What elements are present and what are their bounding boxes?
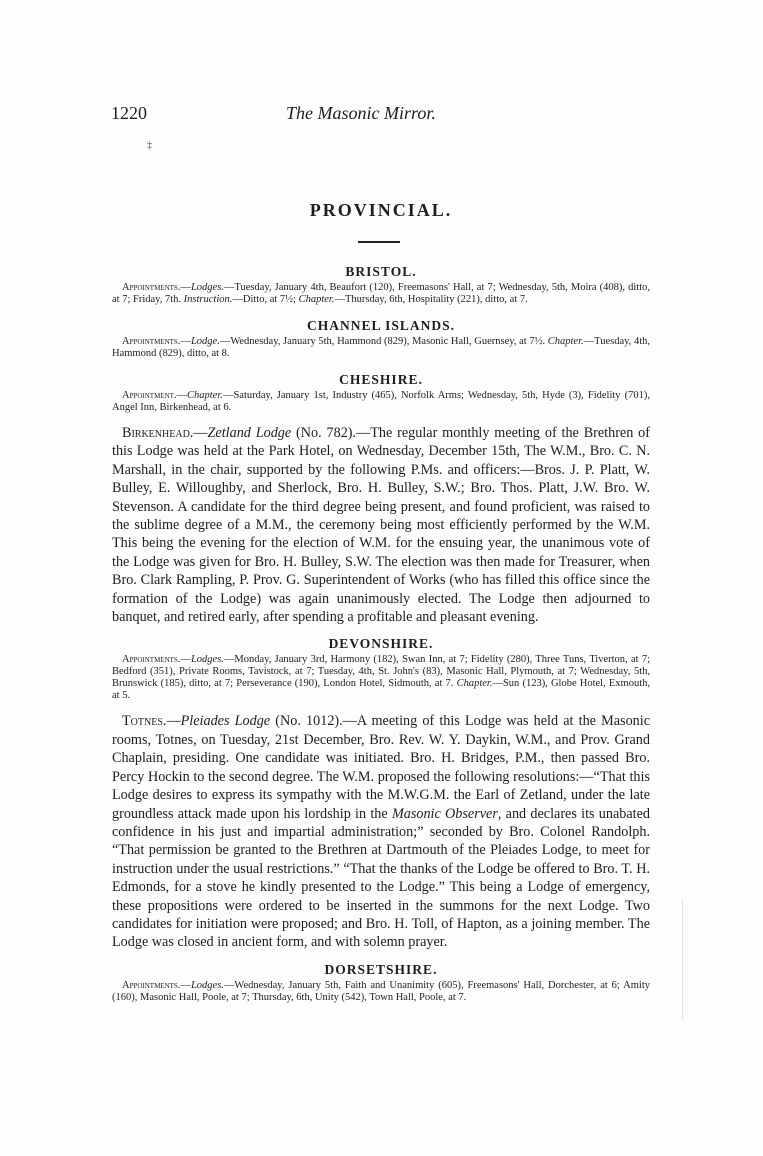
italic-run: Chapter. — [456, 678, 493, 690]
page-number: 1220 — [111, 103, 147, 123]
appointments-paragraph — [112, 390, 650, 414]
appointments-text — [112, 654, 650, 701]
italic-run: Masonic Observer — [391, 805, 498, 822]
section-heading: BRISTOL. — [345, 264, 417, 279]
lodge-report — [112, 712, 650, 951]
text-run: —Sun (123), Globe Hotel, Exmouth, at 5. — [112, 678, 650, 702]
italic-run: Instruction. — [183, 294, 233, 305]
italic-run: Chapter. — [187, 390, 223, 401]
appointments-lead: Appointments. — [122, 336, 181, 347]
text-run: —Wednesday, January 5th, Faith and Unanimity (605), Freemasons' Hall, Dorchester, at 6; Amity (160), Masonic Hall, Poole, at 7; Thursday, 6th, Unity (542), Town Hall, Poole, at 7. — [112, 979, 650, 1003]
text-run: — — [166, 713, 181, 730]
margin-dots — [682, 900, 685, 1020]
title-rule — [358, 241, 400, 243]
text-run: —Ditto, at 7½; — [232, 294, 299, 305]
section-channel-islands — [112, 316, 650, 360]
text-run: , and declares its unabated confidence in his just and impartial administration;” seconded by Bro. Colonel Randolph. “That permission be granted to the Brethren at Dartmouth of the Pleiades Lodge, to meet for instruction under the usual restrictions.” “That the thanks of the Lodge be offered to Bro. T. H. Edmonds, for a stove he kindly presented to the Lodge.” This being a Lodge of emergency, these propositions were ordered to be inserted in the summons for the next Lodge. Two candidates for initiation were proposed; and Bro. H. Toll, of Hapton, as a joining member. The Lodge was closed in ancient form, and with solemn prayer. — [112, 805, 651, 951]
text-run: —Wednesday, January 5th, Hammond (829), Masonic Hall, Guernsey, at 7½. — [219, 336, 548, 347]
appointments-paragraph — [112, 654, 650, 702]
page-title: PROVINCIAL. — [309, 200, 453, 220]
text-run: (No. 782).—The regular monthly meeting of the Brethren of this Lodge was held at the Park Hotel, on Wednesday, December 15th, The W.M., Bro. C. N. Marshall, in the chair, supported by the following P.Ms. and officers:—Bros. J. P. Platt, W. Bulley, E. Willoughby, and Sherlock, Bro. H. Bulley, S.W.; Bro. Thos. Platt, J.W. Bro. W. Stevenson. A candidate for the third degree being present, and found proficient, was raised to the sublime degree of a M.M., the ceremony being most efficiently performed by the W.M. This being the evening for the election of W.M. for the ensuing year, the unanimous vote of the Lodge was given for Bro. H. Bulley, S.W. The election was then made for Treasurer, when Bro. Clark Rampling, P. Prov. G. Superintendent of Works (who has filled this office since the formation of the Lodge) was again unanimously elected. The Lodge then adjourned to banquet, and retired early, after spending a profitable and pleasant evening. — [112, 425, 650, 626]
italic-run: Pleiades Lodge — [180, 713, 271, 730]
italic-run: Lodges. — [190, 979, 224, 991]
section-dorsetshire — [112, 960, 650, 1004]
section-heading: DEVONSHIRE. — [328, 636, 434, 652]
section-heading: CHESHIRE. — [339, 372, 423, 387]
report-lead: Totnes. — [122, 713, 167, 730]
text-run: — — [193, 425, 208, 441]
lodge-report — [112, 424, 650, 626]
appointments-lead: Appointment. — [122, 390, 177, 401]
appointments-paragraph — [112, 282, 650, 306]
article-body — [112, 262, 650, 1014]
section-bristol — [112, 262, 650, 306]
section-heading: DORSETSHIRE. — [324, 961, 438, 977]
report-text — [112, 425, 650, 625]
text-run: (No. 1012).—A meeting of this Lodge was held at the Masonic rooms, Totnes, on Tuesday, 21st December, Bro. Rev. W. Y. Daykin, W.M., and Prov. Grand Chaplain, presiding. One candidate was initiated. Bro. H. Bridges, P.M., then passed Bro. Percy Hockin to the second degree. The W.M. proposed the following resolutions:—“That this Lodge desires to express its sympathy with the M.W.G.M. the Earl of Zetland, under the late groundless attack made upon his lordship in the — [112, 713, 650, 822]
appointments-paragraph — [112, 336, 650, 360]
italic-run: Lodge. — [190, 336, 220, 347]
section-devonshire — [112, 634, 650, 951]
italic-run: Chapter. — [547, 336, 584, 347]
running-title: The Masonic Mirror. — [286, 103, 436, 123]
appointments-text — [112, 980, 650, 1003]
text-run: —Tuesday, January 4th, Beaufort (120), Freemasons' Hall, at 7; Wednesday, 5th, Moira (408), ditto, at 7; Friday, 7th. — [112, 282, 650, 305]
appointments-text — [112, 336, 650, 359]
italic-run: Zetland Lodge — [207, 425, 292, 441]
text-run: — — [180, 979, 191, 991]
text-run: —Saturday, January 1st, Industry (465), Norfolk Arms; Wednesday, 5th, Hyde (3), Fidelity (701), Angel Inn, Birkenhead, at 6. — [112, 390, 650, 413]
text-run: — — [176, 390, 188, 401]
italic-run: Lodges. — [190, 654, 224, 666]
appointments-text — [112, 282, 650, 305]
appointments-lead: Appointments. — [122, 282, 181, 293]
stray-mark: ‡ — [147, 140, 152, 151]
italic-run: Chapter. — [298, 294, 335, 305]
italic-run: Lodges. — [190, 282, 224, 293]
appointments-paragraph — [112, 980, 650, 1004]
text-run: — — [180, 336, 191, 347]
appointments-lead: Appointments. — [122, 979, 181, 991]
text-run: —Monday, January 3rd, Harmony (182), Swan Inn, at 7; Fidelity (280), Three Tuns, Tiverton, at 7; Bedford (351), Private Rooms, Tavistock, at 7; Tuesday, 4th, St. John's (83), Masonic Hall, Plymouth, at 7; Wednesday, 5th, Brunswick (185), ditto, at 7; Perseverance (190), London Hotel, Sidmouth, at 7. — [112, 654, 650, 690]
report-lead: Birkenhead. — [122, 425, 194, 441]
report-text — [112, 713, 650, 950]
appointments-text — [112, 390, 650, 413]
section-cheshire — [112, 370, 650, 626]
appointments-lead: Appointments. — [122, 654, 181, 666]
section-heading: CHANNEL ISLANDS. — [306, 318, 456, 333]
text-run: —Tuesday, 4th, Hammond (829), ditto, at 8. — [112, 336, 651, 359]
text-run: — — [180, 654, 191, 666]
text-run: —Thursday, 6th, Hospitality (221), ditto, at 7. — [334, 294, 528, 305]
text-run: — — [180, 282, 191, 293]
